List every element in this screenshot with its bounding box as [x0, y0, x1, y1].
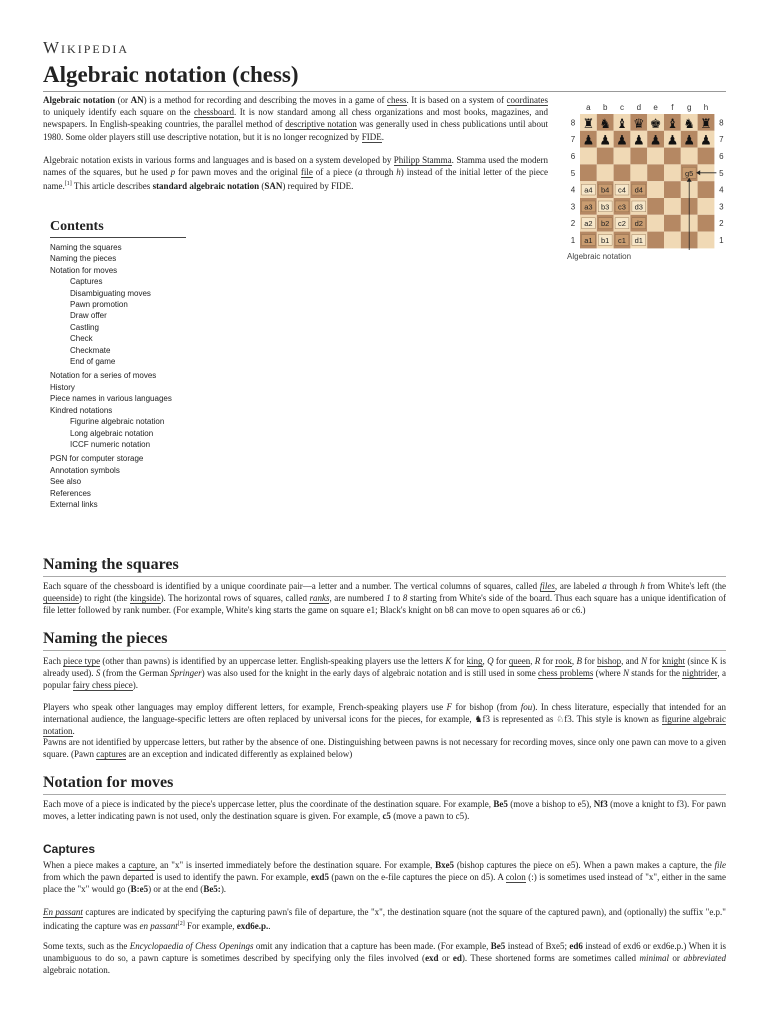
toc-item[interactable]: Castling: [70, 322, 99, 332]
file-label: f: [671, 103, 674, 112]
board-square: [664, 232, 681, 249]
section-divider: [43, 576, 726, 577]
chess-piece: ♛: [632, 116, 645, 132]
link-bishop[interactable]: bishop: [597, 656, 622, 666]
file-label: d: [636, 103, 642, 112]
rank-label: 6: [570, 152, 576, 161]
link-figurine-algebraic-notation[interactable]: figurine algebraic notation: [43, 714, 726, 737]
section-divider: [43, 650, 726, 651]
intro-paragraph-1: Algebraic notation (or AN) is a method for recording and describing the moves in a game of chess. It is based on a system of coordinates to uniquely identify each square on the chessboard. It is now standard among all chess organizations and most books, magazines, and newspapers. In English-speaking countries, the parallel method of descriptive notation was generally used in chess publications until about 1980. Some older players still use descriptive notation, but it is no longer recognized by FIDE.: [43, 95, 549, 142]
board-square: [630, 164, 647, 181]
link-queenside[interactable]: queenside: [43, 593, 79, 604]
chess-piece: ♚: [649, 116, 662, 132]
board-square: [647, 198, 664, 215]
link-chessboard[interactable]: chessboard: [193, 107, 234, 118]
rank-label: 1: [570, 236, 576, 245]
link-chess-problems[interactable]: chess problems: [538, 668, 594, 679]
toc-item[interactable]: End of game: [70, 357, 116, 367]
captures-paragraph-1: When a piece makes a capture, an "x" is inserted immediately before the destination square. For example, Bxe5 (bishop captures the piece on e5). When a pawn makes a capture, the file from which the pawn departed is used to identify the pawn. For example, exd5 (pawn on the e-file captures the piece on d5). A colon (:) is sometimes used instead of "x", either in the same place the "x" would go (B:e5) or at the end (Be5:).: [43, 860, 726, 895]
rank-label: 5: [570, 168, 576, 178]
title-divider: [43, 91, 726, 92]
file-label: b: [602, 103, 608, 112]
toc-item[interactable]: ICCF numeric notation: [70, 439, 151, 449]
toc-item[interactable]: History: [50, 382, 75, 392]
board-square: [698, 198, 715, 215]
rank-label: 3: [719, 202, 724, 212]
board-square: [614, 148, 631, 165]
rank-label: 7: [570, 135, 576, 145]
board-square: [580, 148, 597, 165]
square-label: b3: [601, 202, 610, 212]
link-philipp-stamma[interactable]: Philipp Stamma: [393, 155, 452, 165]
link-chess[interactable]: chess: [387, 95, 407, 105]
rank-label: 6: [719, 152, 724, 161]
board-square: [664, 181, 681, 198]
square-label: c3: [618, 202, 626, 212]
rank-label: 2: [570, 219, 576, 229]
toc-item[interactable]: Draw offer: [70, 311, 107, 321]
chess-piece: ♟: [683, 133, 696, 149]
square-label: c1: [618, 236, 626, 245]
section-divider: [43, 794, 726, 795]
chess-piece: ♝: [616, 116, 628, 132]
link-files[interactable]: files: [539, 581, 555, 591]
board-square: [647, 215, 664, 232]
chess-piece: ♞: [683, 116, 696, 132]
figure-caption: Algebraic notation: [567, 252, 632, 261]
board-square: [664, 164, 681, 181]
rank-label: 2: [719, 219, 724, 229]
square-label: d4: [634, 185, 643, 195]
chess-piece: ♟: [700, 133, 712, 149]
toc-item[interactable]: Captures: [70, 277, 103, 287]
square-label: g5: [685, 168, 694, 178]
link-knight[interactable]: knight: [662, 656, 686, 666]
link-ranks[interactable]: ranks: [309, 593, 330, 604]
toc-item[interactable]: Long algebraic notation: [70, 428, 154, 438]
toc-item[interactable]: PGN for computer storage: [50, 454, 144, 464]
toc-item[interactable]: Annotation symbols: [50, 465, 120, 475]
toc-item[interactable]: See also: [50, 477, 82, 487]
toc-item[interactable]: Notation for a series of moves: [50, 371, 157, 381]
board-square: [647, 148, 664, 165]
rank-label: 5: [719, 168, 724, 178]
chess-piece: ♟: [582, 133, 595, 149]
pieces-paragraph-2: Players who speak other languages may employ different letters, for example, French-speaking players use F for bishop (from fou). In chess literature, especially that intended for an international audience, the language-specific letters are often replaced by universal icons for the pieces, for example, ♞f3 is represented as ♘f3. This style is known as figurine algebraic notation.: [43, 702, 726, 737]
heading-naming-the-squares: Naming the squares: [43, 556, 179, 573]
board-square: [647, 164, 664, 181]
heading-captures: Captures: [43, 842, 96, 856]
term-algebraic-notation: Algebraic notation: [43, 95, 116, 105]
board-square: [614, 164, 631, 181]
chess-piece: ♜: [582, 116, 595, 132]
toc-item[interactable]: Check: [70, 334, 93, 344]
square-label: d2: [634, 219, 643, 229]
file-label: g: [686, 103, 692, 112]
link-fairy-chess-piece[interactable]: fairy chess piece: [72, 680, 133, 691]
link-queen[interactable]: queen: [508, 656, 531, 666]
square-label: d3: [634, 202, 643, 212]
board-square: [664, 198, 681, 215]
board-square: [597, 164, 614, 181]
rank-label: 4: [570, 185, 576, 195]
heading-notation-for-moves: Notation for moves: [43, 774, 174, 791]
toc-divider: [50, 237, 186, 238]
board-square: [580, 164, 597, 181]
page-title: Algebraic notation (chess): [43, 62, 299, 87]
toc-title: Contents: [50, 219, 104, 234]
square-label: b1: [601, 236, 610, 245]
link-rook[interactable]: rook: [555, 656, 572, 666]
rank-label: 7: [719, 135, 724, 145]
pieces-paragraph-3: Pawns are not identified by uppercase letters, but rather by the absence of one. Distinguishing between pawns is not necessary for recording moves, since only one pawn can move to a given square. (Pawn captures are an exception and indicated differently as explained below): [43, 737, 726, 760]
board-square: [664, 148, 681, 165]
square-label: b4: [601, 185, 610, 195]
rank-label: 3: [570, 202, 576, 212]
chess-piece: ♟: [599, 133, 612, 149]
square-label: a4: [584, 185, 593, 195]
square-label: a2: [584, 219, 593, 229]
link-captures[interactable]: captures: [96, 749, 127, 760]
pieces-paragraph-1: Each piece type (other than pawns) is identified by an uppercase letter. English-speaking players use the letters K for king, Q for queen, R for rook, B for bishop, and N for knight (since K is already used). S (from the German Springer) was also used for the knight in the early days of algebraic notation and is still used in some chess problems (where N stands for the nightrider, a popular fairy chess piece).: [43, 656, 727, 691]
link-king[interactable]: king: [466, 656, 483, 666]
board-square: [681, 148, 698, 165]
board-square: [698, 148, 715, 165]
toc-item[interactable]: Checkmate: [70, 345, 111, 355]
square-label: c4: [618, 185, 626, 195]
chess-piece: ♞: [599, 116, 612, 132]
toc-item[interactable]: Kindred notations: [50, 405, 113, 415]
board-square: [698, 215, 715, 232]
chess-piece: ♜: [700, 116, 712, 132]
link-fide[interactable]: FIDE: [361, 131, 382, 142]
link-capture[interactable]: capture: [128, 860, 155, 870]
table-of-contents: [50, 242, 172, 510]
square-label: d1: [634, 236, 643, 245]
squares-paragraph: Each square of the chessboard is identified by a unique coordinate pair—a letter and a number. The vertical columns of squares, called files, are labeled a through h from White's left (the queenside) to right (the kingside). The horizontal rows of squares, called ranks, are numbered 1 to 8 starting from White's side of the board. Thus each square has a unique identification of file letter followed by rank number. (For example, White's king starts the game on square e1; Black's knight on b8 can move to open squares a6 or c6.): [43, 581, 726, 616]
toc-item[interactable]: Figurine algebraic notation: [70, 417, 165, 427]
rank-label: 8: [570, 118, 576, 128]
link-piece-type[interactable]: piece type: [63, 656, 101, 666]
link-coordinates[interactable]: coordinates: [506, 95, 548, 105]
link-colon[interactable]: colon: [505, 872, 526, 883]
captures-paragraph-2: En passant captures are indicated by specifying the capturing pawn's file of departure, the "x", the destination square (not the square of the captured pawn), and (optionally) the suffix "e.p." indicating the capture was en passant[2] For example, exd6e.p..: [43, 907, 726, 932]
chess-piece: ♟: [616, 133, 628, 149]
toc-item[interactable]: Naming the squares: [50, 243, 122, 252]
square-label: c2: [618, 219, 626, 229]
toc-item[interactable]: Piece names in various languages: [50, 394, 172, 404]
toc-item[interactable]: External links: [50, 499, 98, 509]
link-file[interactable]: file: [300, 167, 313, 178]
toc-item[interactable]: References: [50, 488, 91, 498]
file-label: c: [620, 103, 624, 112]
moves-paragraph: Each move of a piece is indicated by the piece's uppercase letter, plus the coordinate of the destination square. For example, Be5 (move a bishop to e5), Nf3 (move a knight to f3). For pawn moves, a letter indicating pawn is not used, only the destination square is given. For example, c5 (move a pawn to c5).: [43, 799, 727, 822]
board-square: [630, 148, 647, 165]
chess-piece: ♝: [666, 116, 679, 132]
square-label: a1: [584, 236, 593, 245]
file-label: e: [653, 103, 658, 112]
toc-item[interactable]: Naming the pieces: [50, 254, 117, 264]
board-square: [698, 232, 715, 249]
file-label: h: [703, 103, 709, 112]
wikipedia-wordmark[interactable]: Wikipedia: [43, 38, 130, 57]
link-en-passant[interactable]: En passant: [43, 907, 83, 917]
intro-paragraph-2: Algebraic notation exists in various forms and languages and is based on a system developed by Philipp Stamma. Stamma used the modern names of the squares, but he used p for pawn moves and the original file of a piece (a through h) instead of the initial letter of the piece name.[1] This article describes standard algebraic notation (SAN) required by FIDE.: [43, 155, 548, 192]
board-square: [647, 181, 664, 198]
ref-1[interactable]: [1]: [64, 181, 72, 188]
chess-piece: ♟: [649, 133, 662, 149]
rank-label: 4: [719, 185, 724, 195]
link-kingside[interactable]: kingside: [130, 593, 161, 604]
board-square: [597, 148, 614, 165]
link-nightrider[interactable]: nightrider: [682, 668, 718, 679]
toc-item[interactable]: Pawn promotion: [70, 300, 128, 310]
chess-piece: ♟: [632, 133, 645, 149]
board-square: [647, 232, 664, 249]
rank-label: 1: [719, 236, 724, 245]
board-square: [698, 181, 715, 198]
link-descriptive-notation[interactable]: descriptive notation: [285, 119, 357, 130]
ref-2[interactable]: [2]: [177, 921, 185, 928]
heading-naming-the-pieces: Naming the pieces: [43, 630, 168, 647]
chessboard-figure: [565, 100, 725, 250]
term-an: AN: [130, 95, 144, 105]
toc-item[interactable]: Disambiguating moves: [70, 288, 151, 298]
captures-paragraph-3: Some texts, such as the Encyclopaedia of Chess Openings omit any indication that a capture has been made. (For example, Be5 instead of Bxe5; ed6 instead of exd6 or exd6e.p.) When it is unambiguous to do so, a pawn capture is sometimes described by specifying only the files involved (exd or ed). These shortened forms are sometimes called minimal or abbreviated algebraic notation.: [43, 941, 726, 976]
toc-item[interactable]: Notation for moves: [50, 265, 118, 275]
file-label: a: [586, 103, 591, 112]
rank-label: 8: [719, 118, 724, 128]
square-label: b2: [601, 219, 610, 229]
chess-piece: ♟: [666, 133, 679, 149]
board-square: [664, 215, 681, 232]
square-label: a3: [584, 202, 593, 212]
